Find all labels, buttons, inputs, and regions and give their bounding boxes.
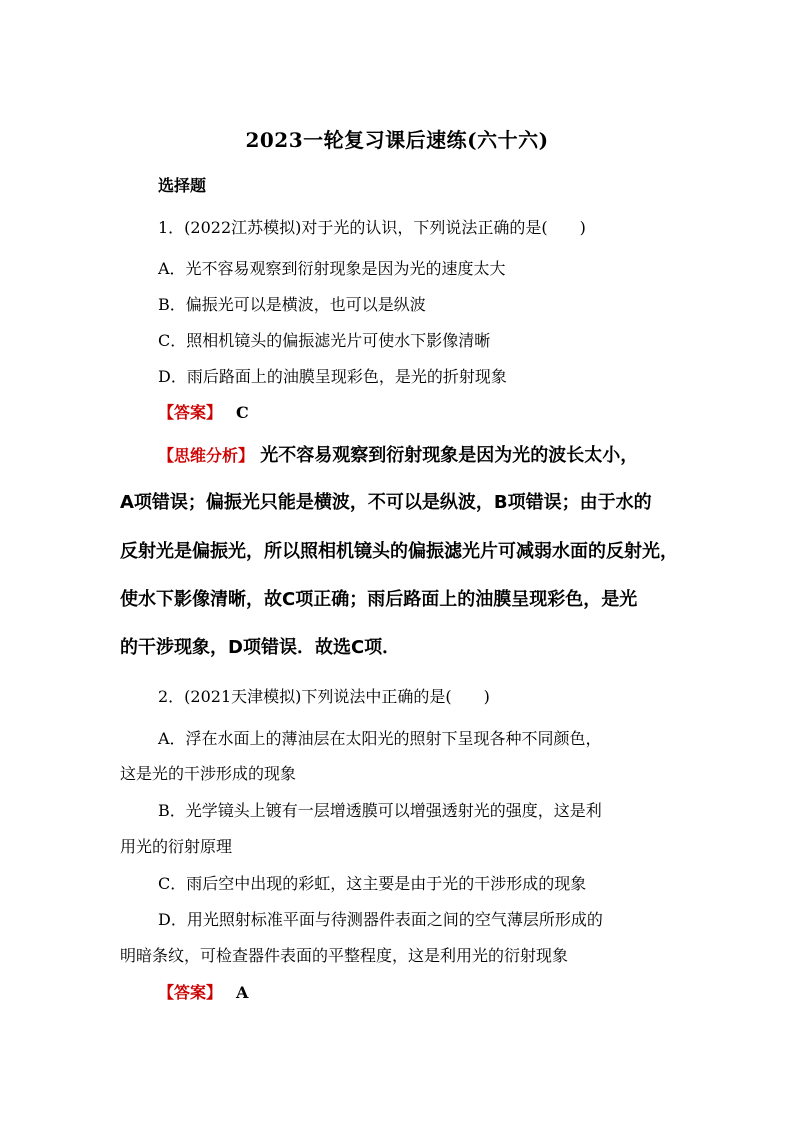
question-2-option-c: C．雨后空中出现的彩虹，这主要是由于光的干涉形成的现象 [158,874,587,893]
section-heading: 选择题 [158,176,207,195]
question-2-answer [158,982,248,1004]
question-1-answer [158,402,249,424]
page-title: 2023一轮复习课后速练(六十六) [245,128,549,152]
question-1-option-a: A．光不容易观察到衍射现象是因为光的速度太大 [158,259,506,278]
answer-value: C [236,403,249,422]
question-1-analysis-line-1 [158,444,638,468]
question-1-option-b: B．偏振光可以是横波，也可以是纵波 [158,295,426,314]
question-2-option-b-line-2: 用光的衍射原理 [120,837,233,856]
question-2-stem: 2．(2021天津模拟)下列说法中正确的是( ) [158,687,490,706]
question-1-analysis-line-5: 的干涉现象，D项错误．故选C项． [120,637,401,658]
question-1-option-c: C．照相机镜头的偏振滤光片可使水下影像清晰 [158,331,491,350]
answer-tag: 【答案】 [158,983,223,1002]
question-2-option-a-line-1: A．浮在水面上的薄油层在太阳光的照射下呈现各种不同颜色， [158,729,602,748]
question-2-option-b-line-1: B．光学镜头上镀有一层增透膜可以增强透射光的强度，这是利 [158,801,602,820]
question-1-analysis-line-3: 反射光是偏振光，所以照相机镜头的偏振滤光片可减弱水面的反射光， [120,541,678,562]
question-1-stem: 1．(2022江苏模拟)对于光的认识，下列说法正确的是( ) [158,218,586,237]
question-1-analysis-line-2: A项错误；偏振光只能是横波，不可以是纵波，B项错误；由于水的 [120,492,652,513]
question-2-option-d-line-1: D．用光照射标准平面与待测器件表面之间的空气薄层所形成的 [158,910,603,929]
analysis-text: 光不容易观察到衍射现象是因为光的波长太小， [260,445,639,466]
analysis-tag: 【思维分析】 [158,446,255,465]
question-2-option-a-line-2: 这是光的干涉形成的现象 [120,764,297,783]
answer-tag: 【答案】 [158,403,223,422]
question-1-option-d: D．雨后路面上的油膜呈现彩色，是光的折射现象 [158,367,507,386]
question-2-option-d-line-2: 明暗条纹，可检查器件表面的平整程度，这是利用光的衍射现象 [120,946,569,965]
answer-value: A [236,983,249,1002]
question-1-analysis-line-4: 使水下影像清晰，故C项正确；雨后路面上的油膜呈现彩色，是光 [120,589,638,610]
